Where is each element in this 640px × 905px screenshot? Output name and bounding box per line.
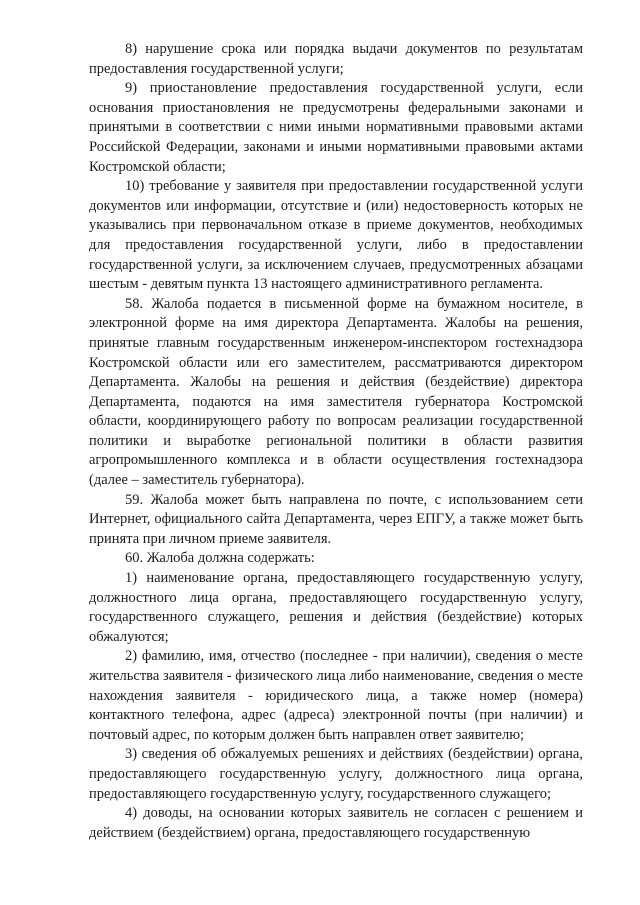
paragraph-60-item-4: 4) доводы, на основании которых заявитель не согласен с решением и действием (бездействием) органа, предоставляющего государственную — [89, 805, 583, 841]
paragraph-item-10: 10) требование у заявителя при предоставлении государственной услуги документов или информации, отсутствие и (или) недостоверность которых не указывались при первоначальном отказе в приеме документов, необходимых для предоставления государственной услуги, либо в предоставлении государственной услуги, за исключением случаев, предусмотренных абзацами шестым - девятым пункта 13 настоящего административного регламента. — [89, 178, 583, 293]
paragraph-59: 59. Жалоба может быть направлена по почте, с использованием сети Интернет, официального сайта Департамента, через ЕПГУ, а также может быть принята при личном приеме заявителя. — [89, 491, 583, 547]
paragraph-60: 60. Жалоба должна содержать: — [125, 550, 315, 567]
paragraph-item-8: 8) нарушение срока или порядка выдачи документов по результатам предоставления государственной услуги; — [89, 41, 583, 77]
paragraph-60-item-3: 3) сведения об обжалуемых решениях и действиях (бездействии) органа, предоставляющего государственную услугу, должностного лица органа, предоставляющего государственную услугу, государственного служащего; — [89, 746, 583, 802]
paragraph-60-item-2: 2) фамилию, имя, отчество (последнее - при наличии), сведения о месте жительства заявителя - физического лица либо наименование, сведения о месте нахождения заявителя - юридического лица, а также номер (номера) контактного телефона, адрес (адреса) электронной почты (при наличии) и почтовый адрес, по которым должен быть направлен ответ заявителю; — [89, 648, 583, 743]
paragraph-60-item-1: 1) наименование органа, предоставляющего государственную услугу, должностного лица органа, предоставляющего государственную услугу, государственного служащего, решения и действия (бездействие) которых обжалуются; — [89, 570, 583, 645]
paragraph-58: 58. Жалоба подается в письменной форме на бумажном носителе, в электронной форме на имя директора Департамента. Жалобы на решения, принятые главным государственным инженером-инспектором гостехнадзора Костромской области или его заместителем, рассматриваются директором Департамента. Жалобы на решения и действия (бездействие) директора Департамента, подаются на имя заместителя губернатора Костромской области, координирующего работу по вопросам реализации государственной политики и выработке региональной политики в области развития агропромышленного комплекса и в области осуществления гостехнадзора (далее – заместитель губернатора). — [89, 295, 583, 489]
document-body — [89, 40, 583, 843]
paragraph-item-9: 9) приостановление предоставления государственной услуги, если основания приостановления не предусмотрены федеральными законами и принятыми в соответствии с ними иными нормативными правовыми актами Российской Федерации, законами и иными нормативными правовыми актами Костромской области; — [89, 80, 583, 175]
